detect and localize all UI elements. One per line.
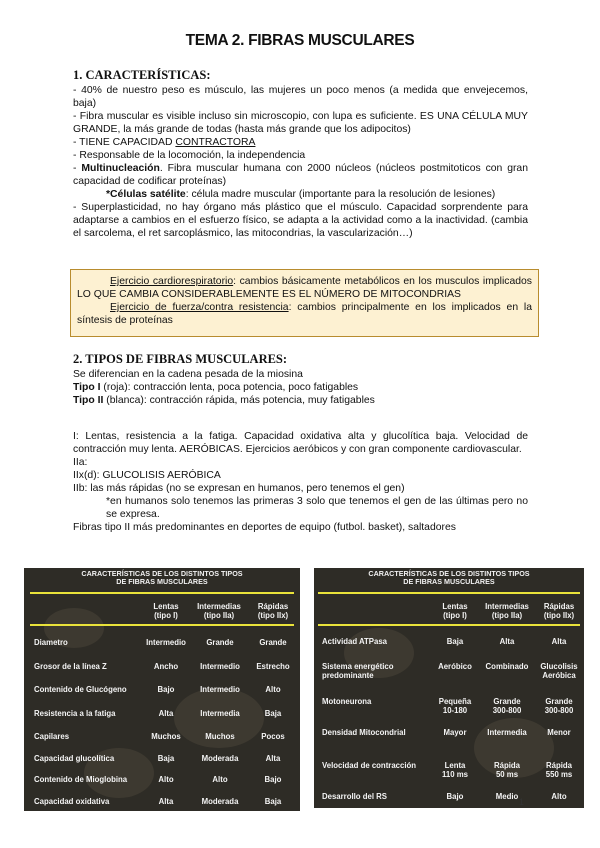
left-row-label: Capacidad oxidativa [34,797,110,806]
line-celulas-satelite: *Células satélite: célula madre muscular (importante para la resolución de lesiones) [106,189,496,200]
left-row-value: Ancho [153,662,179,671]
line-nota-humanos: *en humanos solo tenemos las primeras 3 solo que tenemos el gen de las últimas pero no se expresa. [106,496,528,520]
line-iix: IIx(d): GLUCOLISIS AERÓBICA [73,470,221,481]
left-row-value: Intermedio [146,638,186,647]
page-number: 1 [519,797,525,807]
line-contractora: - TIENE CAPACIDAD CONTRACTORA [73,137,256,148]
left-header-lentas: Lentas (tipo I) [153,602,179,620]
right-row-value: Medio [495,792,519,801]
left-row-value: Moderada [201,754,239,763]
left-row-value: Estrecho [256,662,290,671]
fiber-table-left [24,568,300,811]
right-row-value: Grande 300-800 [544,697,574,715]
right-table-header-rule [318,624,580,626]
line-deportes: Fibras tipo II más predominantes en deportes de equipo (futbol. basket), saltadores [73,522,456,533]
line-tipo-i: Tipo I (roja): contracción lenta, poca potencia, poco fatigables [73,382,359,393]
line-iia: IIa: [73,457,88,468]
left-row-value: Alta [158,709,174,718]
left-row-value: Moderada [201,797,239,806]
left-row-label: Contenido de Mioglobina [34,775,128,784]
left-row-value: Alto [158,775,174,784]
line-fibra-visible: - Fibra muscular es visible incluso sin microscopio, con lupa es suficiente. ES UNA CÉLULA MUY GRANDE, la más grande de todas (hasta más grande que los adipocitos) [73,111,528,135]
left-row-value: Intermedio [200,685,240,694]
line-lentas: I: Lentas, resistencia a la fatiga. Capacidad oxidativa alta y glucolítica baja. Velocidad de contracción muy lenta. AERÓBICAS. Ejercicios aeróbicos y con gran componente cardiovascular. [73,431,528,455]
left-row-label: Diametro [34,638,68,647]
left-row-value: Baja [264,797,282,806]
exercise-highlight-box [70,269,539,337]
line-tipo-ii: Tipo II (blanca): contracción rápida, más potencia, muy fatigables [73,395,375,406]
right-row-label: Actividad ATPasa [322,637,387,646]
left-row-value: Grande [259,638,287,647]
right-row-value: Rápida 550 ms [545,761,573,779]
right-row-label: Desarrollo del RS [322,792,387,801]
left-row-value: Alto [212,775,228,784]
section-2-intro [73,368,528,407]
left-row-value: Alto [265,685,281,694]
right-header-lentas: Lentas (tipo I) [442,602,468,620]
right-row-value: Rápida 50 ms [494,761,520,779]
left-row-label: Capilares [34,732,70,741]
right-header-intermedias: Intermedias (tipo IIa) [485,602,529,620]
left-row-label: Contenido de Glucógeno [34,685,127,694]
line-ejercicio-cardio: Ejercicio cardiorespiratorio: cambios básicamente metabólicos en los musculos implicados LO QUE CAMBIA CONSIDERABLEMENTE ES EL NÚMERO DE MITOCONDRIAS [77,276,532,300]
right-row-label: Sistema energético predominante [322,662,394,680]
right-row-value: Bajo [446,792,464,801]
right-row-label: Velocidad de contracción [322,761,417,770]
right-row-value: Lenta 110 ms [441,761,468,779]
left-row-value: Bajo [157,685,175,694]
line-locomocion: - Responsable de la locomoción, la independencia [73,150,306,161]
right-row-label: Motoneurona [322,697,372,706]
line-iib: IIb: las más rápidas (no se expresan en humanos, pero tenemos el gen) [73,483,405,494]
right-row-value: Aeróbico [438,662,472,671]
right-header-rapidas: Rápidas (tipo IIx) [543,602,575,620]
left-row-value: Pocos [261,732,285,741]
left-table-title: CARACTERÍSTICAS DE LOS DISTINTOS TIPOS DE FIBRAS MUSCULARES [81,569,243,586]
right-row-value: Glucolisis Aeróbica [540,662,578,680]
right-row-value: Grande 300-800 [492,697,522,715]
line-ejercicio-fuerza: Ejercicio de fuerza/contra resistencia: cambios principalmente en los implicados en la síntesis de proteínas [77,302,532,326]
left-row-value: Alta [265,754,281,763]
left-row-value: Baja [264,709,282,718]
section-1-body [73,84,528,240]
left-row-value: Intermedio [200,662,240,671]
right-row-value: Combinado [485,662,529,671]
left-row-value: Intermedia [200,709,240,718]
right-row-value: Baja [446,637,464,646]
page-title: TEMA 2. FIBRAS MUSCULARES [185,32,415,49]
right-row-value: Alta [551,637,567,646]
left-header-intermedias: Intermedias (tipo IIa) [197,602,241,620]
left-row-value: Grande [206,638,234,647]
right-table-title: CARACTERÍSTICAS DE LOS DISTINTOS TIPOS DE FIBRAS MUSCULARES [368,569,530,586]
right-table-top-rule [318,592,580,594]
left-row-label: Grosor de la línea Z [34,662,107,671]
left-table-header-rule [30,624,294,626]
highlight-text [77,275,532,327]
section-1-heading: 1. CARACTERÍSTICAS: [73,68,211,82]
right-row-value: Alta [499,637,515,646]
right-row-label: Densidad Mitocondrial [322,728,406,737]
section-2-types [73,430,528,534]
right-row-value: Alto [551,792,567,801]
fiber-table-right [314,568,584,808]
right-row-value: Pequeña 10-180 [438,697,472,715]
left-row-value: Baja [157,754,175,763]
left-table-top-rule [30,592,294,594]
left-row-value: Bajo [264,775,282,784]
right-row-value: Mayor [443,728,467,737]
left-row-label: Resistencia a la fatiga [34,709,116,718]
line-multinucleacion: - Multinucleación. Fibra muscular humana con 2000 núcleos (núcleos postmitoticos con gran capacidad de codificar proteínas) [73,163,528,187]
left-row-value: Alta [158,797,174,806]
right-row-value: Intermedia [487,728,527,737]
line-peso: - 40% de nuestro peso es músculo, las mujeres un poco menos (a medida que envejecemos, baja) [73,85,528,109]
line-cadena-pesada: Se diferencian en la cadena pesada de la miosina [73,369,303,380]
left-row-value: Muchos [205,732,235,741]
left-row-value: Muchos [151,732,181,741]
right-row-value: Menor [547,728,571,737]
left-row-label: Capacidad glucolítica [34,754,115,763]
line-superplasticidad: - Superplasticidad, no hay órgano más plástico que el músculo. Capacidad sorprendente para adaptarse a cambios en el esfuerzo físico, se adapta a la actividad como a la inactividad. (cambia el sarcolema, el ret sarcoplásmico, las mitocondrias, la vascularización…) [73,202,528,239]
section-2-heading: 2. TIPOS DE FIBRAS MUSCULARES: [73,352,288,366]
left-header-rapidas: Rápidas (tipo IIx) [257,602,289,620]
